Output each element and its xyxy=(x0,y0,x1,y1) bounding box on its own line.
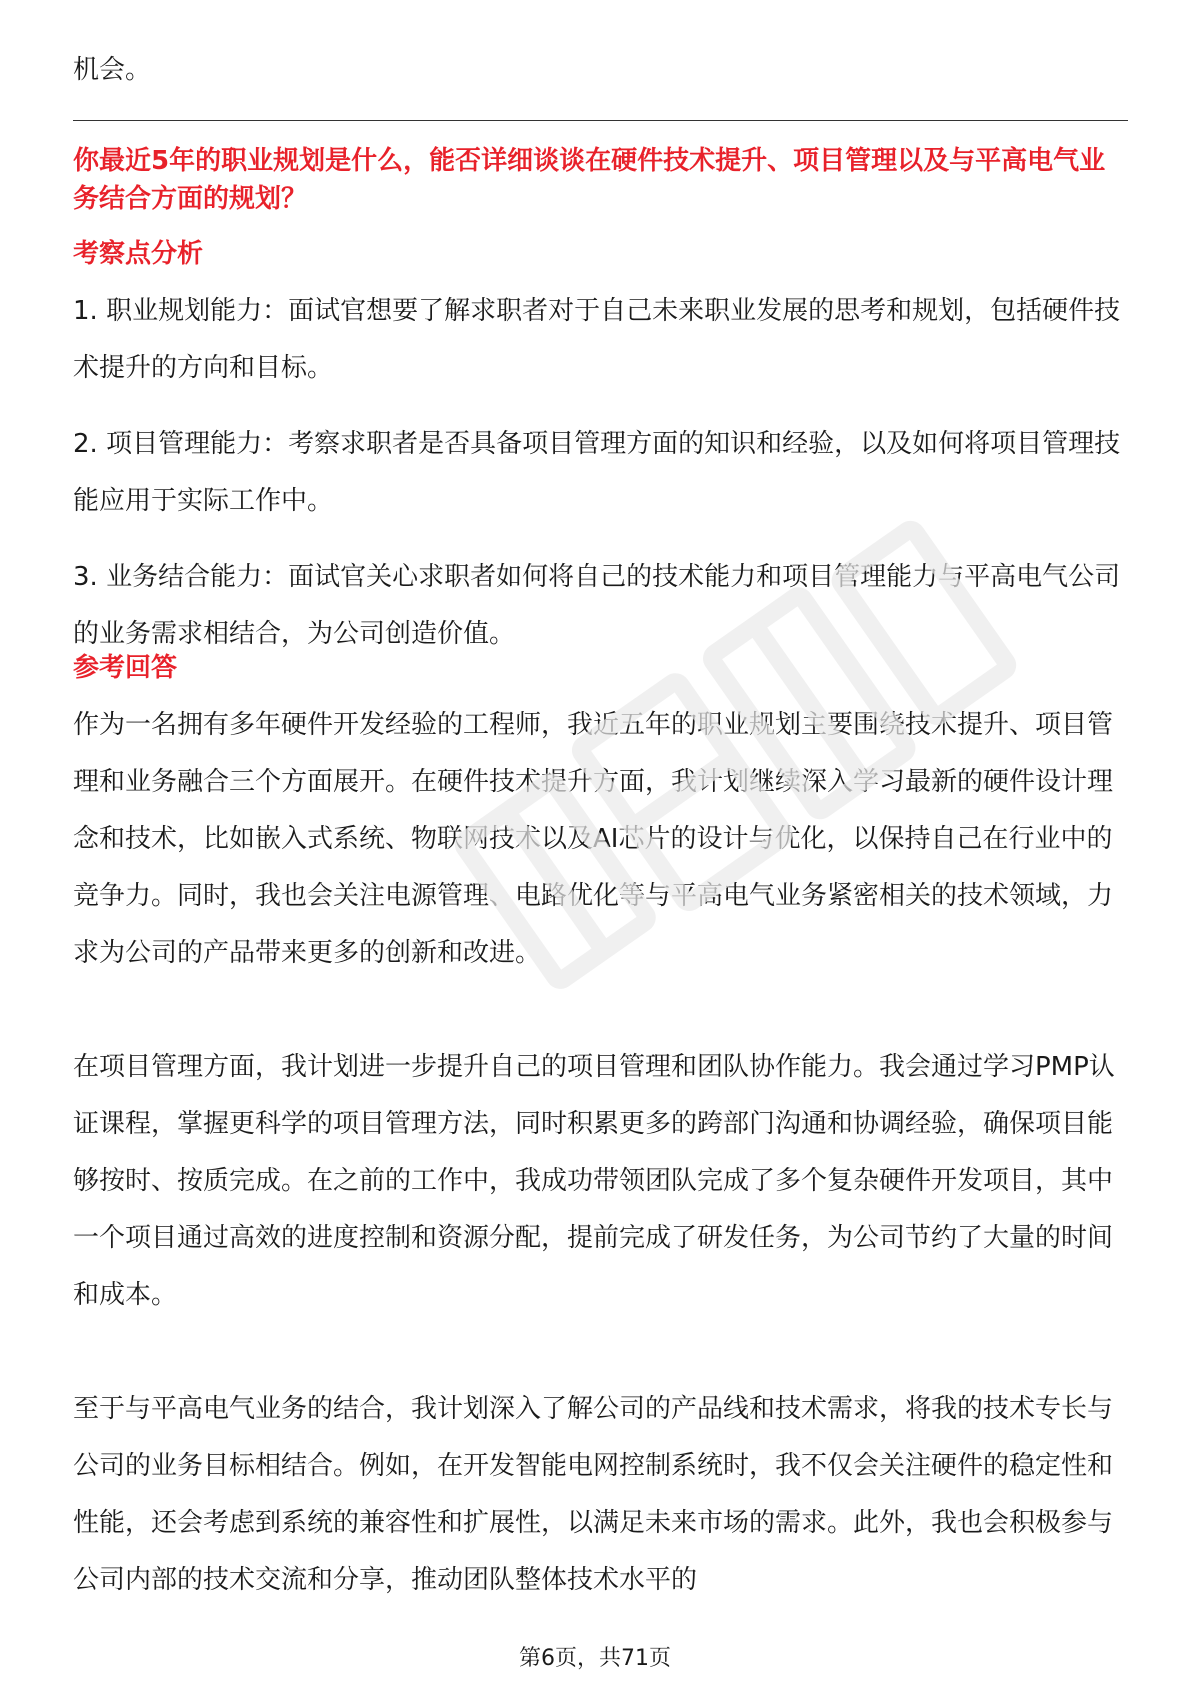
continuation-text: 机会。 xyxy=(73,55,152,85)
page-footer: 第6页，共71页 xyxy=(519,1646,671,1671)
section-divider xyxy=(73,120,1128,121)
answer-heading: 参考回答 xyxy=(73,653,178,683)
analysis-heading: 考察点分析 xyxy=(73,239,204,269)
analysis-item-1: 1. 职业规划能力：面试官想要了解求职者对于自己未来职业发展的思考和规划，包括硬件技术提升的方向和目标。 xyxy=(73,296,1121,383)
analysis-item-3: 3. 业务结合能力：面试官关心求职者如何将自己的技术能力和项目管理能力与平高电气公司的业务需求相结合，为公司创造价值。 xyxy=(73,562,1121,649)
analysis-list xyxy=(73,283,1128,682)
answer-paragraph-2: 在项目管理方面，我计划进一步提升自己的项目管理和团队协作能力。我会通过学习PMP认证课程，掌握更科学的项目管理方法，同时积累更多的跨部门沟通和协调经验，确保项目能够按时、按质完成。在之前的工作中，我成功带领团队完成了多个复杂硬件开发项目，其中一个项目通过高效的进度控制和资源分配，提前完成了研发任务，为公司节约了大量的时间和成本。 xyxy=(73,1052,1115,1310)
answer-paragraph-3: 至于与平高电气业务的结合，我计划深入了解公司的产品线和技术需求，将我的技术专长与公司的业务目标相结合。例如，在开发智能电网控制系统时，我不仅会关注硬件的稳定性和性能，还会考虑到系统的兼容性和扩展性，以满足未来市场的需求。此外，我也会积极参与公司内部的技术交流和分享，推动团队整体技术水平的 xyxy=(73,1394,1114,1595)
answer-paragraph-1: 作为一名拥有多年硬件开发经验的工程师，我近五年的职业规划主要围绕技术提升、项目管理和业务融合三个方面展开。在硬件技术提升方面，我计划继续深入学习最新的硬件设计理念和技术，比如嵌入式系统、物联网技术以及AI芯片的设计与优化，以保持自己在行业中的竞争力。同时，我也会关注电源管理、电路优化等与平高电气业务紧密相关的技术领域，力求为公司的产品带来更多的创新和改进。 xyxy=(73,710,1114,968)
interview-question: 你最近5年的职业规划是什么，能否详细谈谈在硬件技术提升、项目管理以及与平高电气业务结合方面的规划？ xyxy=(73,146,1106,214)
analysis-item-2: 2. 项目管理能力：考察求职者是否具备项目管理方面的知识和经验，以及如何将项目管理技能应用于实际工作中。 xyxy=(73,429,1121,516)
reference-answer xyxy=(73,697,1128,1666)
